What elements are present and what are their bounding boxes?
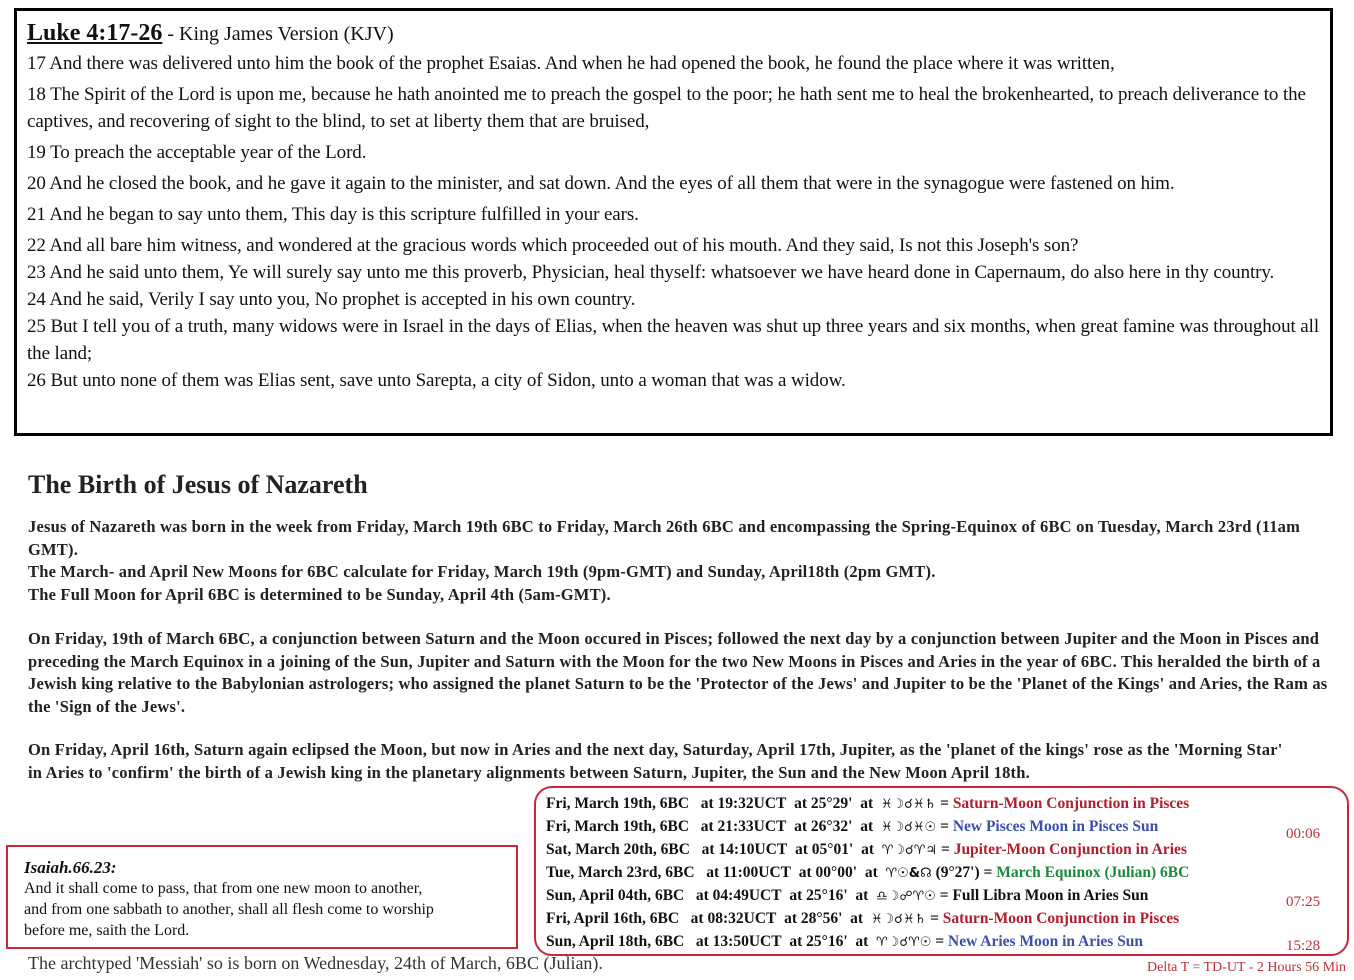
intro-line-3: The Full Moon for April 6BC is determined to be Sunday, April 4th (5am-GMT).	[28, 584, 611, 604]
row-date: Fri, April 16th, 6BC	[546, 910, 680, 927]
verse-19: 19 To preach the acceptable year of the Lord.	[27, 142, 367, 163]
eclipse-paragraph: On Friday, April 16th, Saturn again eclipsed the Moon, but now in Aries and the next day, Saturday, April 17th, Jupiter, as the 'planet of the kings' rose as the 'Morning Star' in Aries to 'confirm' the birth of a Jewish king in the planetary alignments between Saturn, Jupiter, the Sun and the New Moon April 18th.	[28, 740, 1283, 782]
time-note-1: 00:06	[1286, 826, 1321, 842]
astro-symbol-icon: ♓☽☌♓♄	[870, 912, 927, 927]
verse-23: 23 And he said unto them, Ye will surely say unto me this proverb, Physician, heal thyself: whatsoever we have heard done in Capernaum, do also here in thy country.	[27, 262, 1275, 283]
row-position: at 25°29'	[794, 795, 853, 812]
isaiah-quote-box	[6, 845, 518, 949]
delta-t-note: Delta T = TD-UT - 2 Hours 56 Min	[1147, 960, 1346, 975]
conjunction-paragraph: On Friday, 19th of March 6BC, a conjunction between Saturn and the Moon occured in Pisces; followed the next day by a conjunction between Jupiter and the Moon in Pisces and preceding the March Equinox in a joining of the Sun, Jupiter and Saturn with the Moon for the two New Moons in Pisces and Aries in the year of 6BC. This heralded the birth of a Jewish king relative to the Babylonian astrologers; who assigned the planet Saturn to be the 'Protector of the Jews' and Jupiter to be the 'Planet of the Kings' and Aries, the Ram as the 'Sign of the Jews'.	[28, 629, 1328, 716]
isaiah-title: Isaiah.66.23:	[24, 858, 117, 877]
row-date: Sat, March 20th, 6BC	[546, 841, 690, 858]
astro-symbol-icon: ♈☽☌♈♃	[881, 843, 938, 858]
version-label: - King James Version (KJV)	[162, 23, 394, 45]
intro-line-2: The March- and April New Moons for 6BC calculate for Friday, March 19th (9pm-GMT) and Sunday, April18th (2pm GMT).	[28, 562, 936, 581]
row-time: at 19:32UCT	[700, 795, 787, 812]
isaiah-line-2: and from one sabbath to another, shall all flesh come to worship	[24, 901, 434, 918]
intro-paragraph	[28, 516, 1338, 606]
row-position: at 05°01'	[795, 841, 854, 858]
table-row: Sun, April 04th, 6BC at 04:49UCT at 25°16' at ♎☽☍♈☉ = Full Libra Moon in Aries Sun	[546, 887, 1149, 904]
table-row: Sun, April 18th, 6BC at 13:50UCT at 25°16' at ♈☽☌♈☉ = New Aries Moon in Aries Sun	[546, 933, 1144, 950]
verse-18: 18 The Spirit of the Lord is upon me, because he hath anointed me to preach the gospel to the poor; he hath sent me to heal the brokenhearted, to preach deliverance to the captives, and recovering of sight to the blind, to set at liberty them that are bruised,	[27, 84, 1306, 132]
row-time: at 04:49UCT	[695, 887, 782, 904]
table-row: Fri, March 19th, 6BC at 21:33UCT at 26°32' at ♓☽☌♓☉ = New Pisces Moon in Pisces Sun	[546, 818, 1159, 835]
isaiah-line-1: And it shall come to pass, that from one new moon to another,	[24, 880, 423, 897]
row-event: Saturn-Moon Conjunction in Pisces	[942, 910, 1180, 927]
row-time: at 21:33UCT	[700, 818, 787, 835]
astro-symbol-icon: ♓☽☌♓☉	[880, 820, 937, 835]
row-time: at 11:00UCT	[706, 864, 792, 881]
row-date: Sun, April 04th, 6BC	[546, 887, 685, 904]
intro-line-1: Jesus of Nazareth was born in the week from Friday, March 19th 6BC to Friday, March 26th 6BC and encompassing the Spring-Equinox of 6BC on Tuesday, March 23rd (11am GMT).	[28, 517, 1301, 559]
row-position: at 00°00'	[798, 864, 858, 881]
row-time: at 08:32UCT	[690, 910, 777, 927]
row-date: Tue, March 23rd, 6BC	[546, 864, 695, 881]
verse-21: 21 And he began to say unto them, This day is this scripture fulfilled in your ears.	[27, 204, 639, 225]
scripture-reference: Luke 4:17-26	[27, 20, 163, 46]
row-event: Saturn-Moon Conjunction in Pisces	[952, 795, 1190, 812]
row-note: (9°27')	[931, 864, 980, 881]
row-position: at 25°16'	[789, 887, 848, 904]
row-position: at 25°16'	[789, 933, 848, 950]
table-row: Tue, March 23rd, 6BC at 11:00UCT at 00°00' at ♈☉&☊ (9°27') = March Equinox (Julian) 6BC	[546, 864, 1190, 881]
row-time: at 14:10UCT	[701, 841, 788, 858]
row-event: Full Libra Moon in Aries Sun	[952, 887, 1149, 904]
astro-symbol-icon: ♎☽☍♈☉	[876, 889, 936, 904]
kjv-header	[27, 19, 1330, 48]
isaiah-line-3: before me, saith the Lord.	[24, 922, 190, 939]
row-time: at 13:50UCT	[695, 933, 782, 950]
verse-20: 20 And he closed the book, and he gave it again to the minister, and sat down. And the eyes of all them that were in the synagogue were fastened on him.	[27, 173, 1175, 194]
page-title: The Birth of Jesus of Nazareth	[28, 470, 368, 499]
verse-25: 25 But I tell you of a truth, many widows were in Israel in the days of Elias, when the heaven was shut up three years and six months, when great famine was throughout all the land;	[27, 316, 1319, 364]
messiah-note: The archtyped 'Messiah' so is born on Wednesday, 24th of March, 6BC (Julian).	[28, 953, 603, 973]
row-date: Sun, April 18th, 6BC	[546, 933, 685, 950]
row-event: New Pisces Moon in Pisces Sun	[952, 818, 1159, 835]
row-event: March Equinox (Julian) 6BC	[996, 864, 1190, 881]
astro-symbol-icon: ♈☉&☊	[885, 866, 932, 881]
kjv-passage-box	[14, 8, 1333, 436]
time-note-3: 15:28	[1286, 938, 1321, 954]
row-position: at 28°56'	[784, 910, 843, 927]
row-position: at 26°32'	[794, 818, 853, 835]
table-row: Fri, March 19th, 6BC at 19:32UCT at 25°29' at ♓☽☌♓♄ = Saturn-Moon Conjunction in Pisces	[546, 795, 1190, 812]
table-row: Fri, April 16th, 6BC at 08:32UCT at 28°56' at ♓☽☌♓♄ = Saturn-Moon Conjunction in Pisces	[546, 910, 1180, 927]
verse-22: 22 And all bare him witness, and wondered at the gracious words which proceeded out of his mouth. And they said, Is not this Joseph's son?	[27, 235, 1079, 256]
time-note-2: 07:25	[1286, 894, 1321, 910]
astro-symbol-icon: ♈☽☌♈☉	[876, 935, 932, 950]
row-event: Jupiter-Moon Conjunction in Aries	[953, 841, 1187, 858]
astro-symbol-icon: ♓☽☌♓♄	[880, 797, 937, 812]
row-date: Fri, March 19th, 6BC	[546, 818, 690, 835]
row-event: New Aries Moon in Aries Sun	[948, 933, 1144, 950]
verse-26: 26 But unto none of them was Elias sent, save unto Sarepta, a city of Sidon, unto a woman that was a widow.	[27, 370, 846, 391]
ephemeris-table	[534, 786, 1349, 956]
row-date: Fri, March 19th, 6BC	[546, 795, 690, 812]
table-row: Sat, March 20th, 6BC at 14:10UCT at 05°01' at ♈☽☌♈♃ = Jupiter-Moon Conjunction in Aries	[546, 841, 1187, 858]
verse-24: 24 And he said, Verily I say unto you, No prophet is accepted in his own country.	[27, 289, 636, 310]
verse-17: 17 And there was delivered unto him the book of the prophet Esaias. And when he had opened the book, he found the place where it was written,	[27, 53, 1115, 74]
